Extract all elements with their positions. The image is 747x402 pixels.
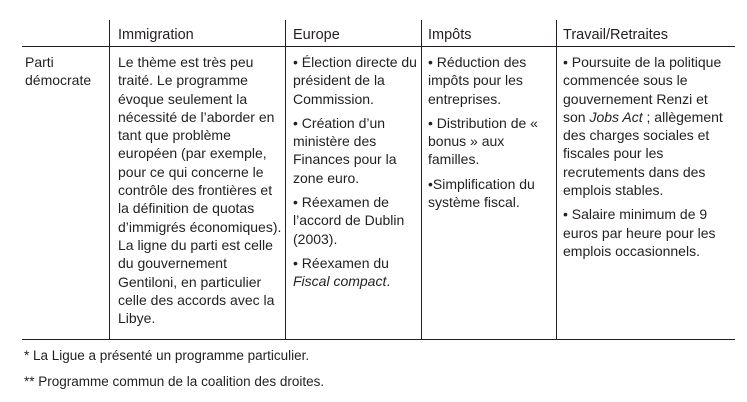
cell-europe [293,53,421,297]
cell-impots [428,53,556,217]
column-divider [556,20,557,339]
impots-item-3: •Simplification du système fiscal. [428,175,535,211]
travail-item-1-italic: Jobs Act [589,108,643,125]
europe-item-4-suffix: . [386,273,391,290]
impots-item-1: • Réduction des impôts pour les entreprises. [428,54,527,107]
europe-item-3: • Réexamen de l’accord de Dublin (2003). [293,194,405,247]
europe-item-4 [293,254,421,291]
column-divider [109,20,110,339]
header-impots: Impôts [428,27,472,43]
europe-item-4-prefix: • Réexamen du [293,254,389,271]
programme-table [22,20,735,340]
travail-item-1 [563,53,723,199]
header-europe: Europe [293,27,340,43]
footnote-2: ** Programme commun de la coalition des droites. [24,374,325,389]
row-label: Parti démocrate [25,54,92,89]
table-header-row [22,20,735,47]
header-immigration: Immigration [118,27,194,43]
column-divider [285,20,286,339]
travail-item-1-suffix: ; allègement des charges sociales et fiscales pour les recrutements dans des emplois stables. [563,108,723,199]
europe-item-2: • Création d’un ministère des Finances pour la zone euro. [293,114,397,186]
column-divider [421,20,422,339]
impots-item-2: • Distribution de « bonus » aux familles. [428,114,538,168]
cell-travail [563,53,723,266]
cell-immigration [118,53,284,333]
europe-item-1: • Élection directe du président de la Commission. [293,54,417,107]
europe-item-4-italic: Fiscal compact [293,273,387,290]
header-travail: Travail/Retraites [563,27,669,43]
immigration-text: Le thème est très peu traité. Le programme évoque seulement la nécessité de l’aborder en tant que problème européen (par exemple, pour ce qui concerne le contrôle des frontières et la définition de quotas d’immigrés économiques). La ligne du parti est celle du gouvernement Gentiloni, en particulier celle des accords avec la Libye. [118,54,282,327]
travail-item-1-prefix: • Poursuite de la politique commencée sous le gouvernement Renzi et son [563,54,722,125]
table-row [22,47,735,340]
footnote-1: * La Ligue a présenté un programme particulier. [24,348,310,363]
travail-item-2: • Salaire minimum de 9 euros par heure pour les emplois occasionnels. [563,206,716,259]
